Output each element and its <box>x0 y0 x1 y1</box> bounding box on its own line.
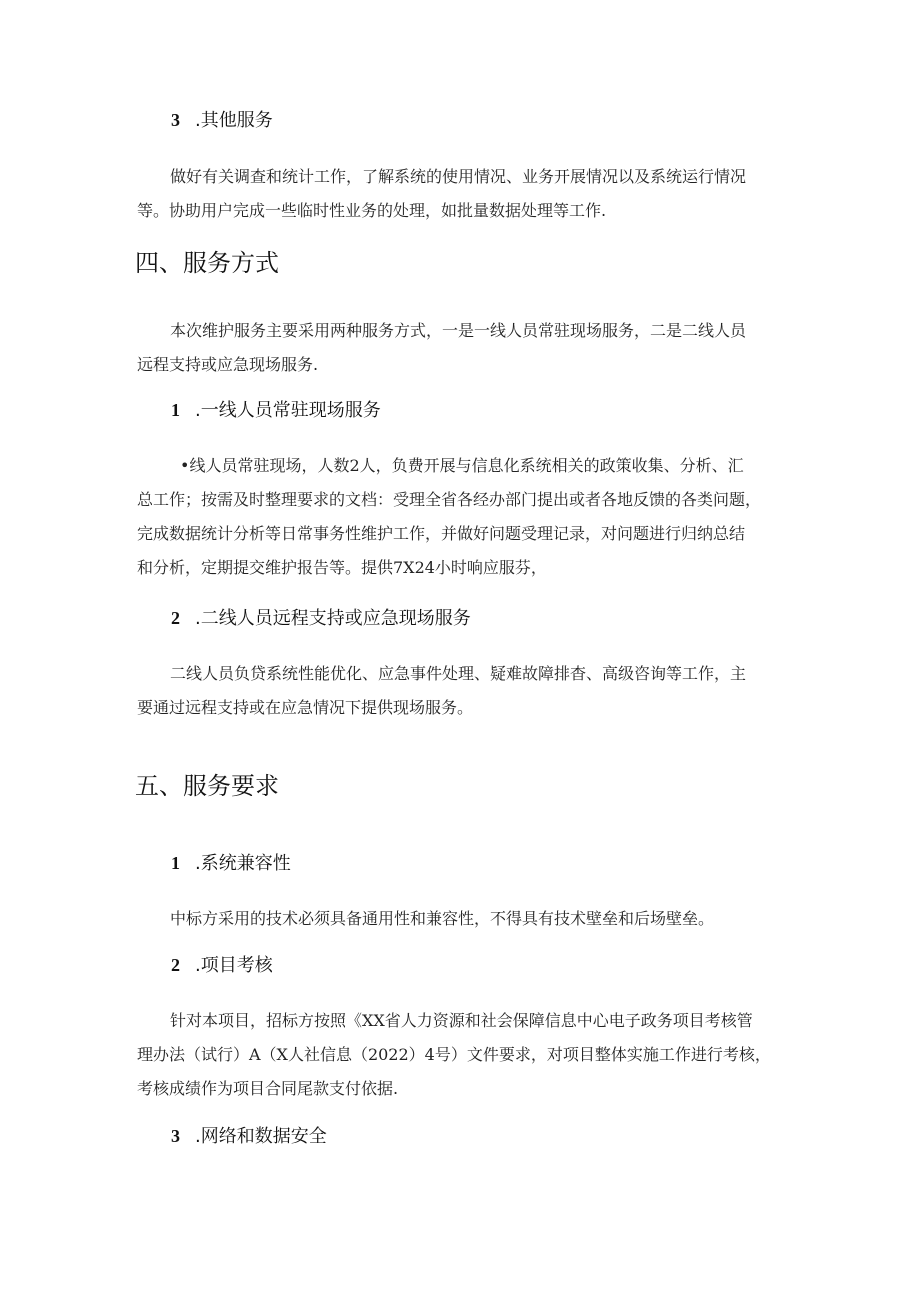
paragraph-other-services <box>137 160 787 228</box>
paragraph-line: 针对本项目，招标方按照《XX省人力资源和社会保障信息中心电子政务项目考核管 <box>170 1011 753 1030</box>
section-heading-service-mode: 四、服务方式 <box>135 249 279 277</box>
paragraph-system-compatibility <box>137 902 787 936</box>
paragraph-onsite-service <box>137 449 787 585</box>
paragraph-line: 要通过远程支持或在应急情况下提供现场服务。 <box>137 698 474 717</box>
heading-number: 3 <box>171 1126 180 1146</box>
paragraph-project-assessment <box>137 1004 787 1106</box>
heading-text: .系统兼容性 <box>195 853 291 874</box>
heading-text: .二线人员远程支持或应急现场服务 <box>195 608 471 629</box>
heading-other-services <box>171 108 273 133</box>
heading-network-data-security <box>171 1124 327 1149</box>
paragraph-line: 二线人员负贷系统性能优化、应急事件处理、疑难故障排杳、高级咨询等工作，主 <box>170 664 747 683</box>
paragraph-line: 和分析，定期提交维护报告等。提供7X24小时响应服芬， <box>137 558 547 577</box>
heading-number: 2 <box>171 608 180 628</box>
paragraph-line: •线人员常驻现场，人数2人，负费开展与信息化系统相关的政策收集、分析、汇 <box>180 456 744 475</box>
heading-number: 1 <box>171 853 180 873</box>
heading-system-compatibility <box>171 851 291 876</box>
paragraph-line: 做好有关调查和统计工作，了解系统的使用情况、业务开展情况以及系统运行情况 <box>170 167 747 186</box>
heading-text: .其他服务 <box>195 110 273 131</box>
section-heading-service-requirements: 五、服务要求 <box>135 772 279 800</box>
paragraph-line: 总工作；按需及时整理要求的文档：受理全省各经办部门提出或者各地反馈的各类问题， <box>137 490 762 509</box>
paragraph-line: 中标方采用的技术必须具备通用性和兼容性，不得具有技术壁垒和后场壁垒。 <box>170 909 715 928</box>
paragraph-line: 理办法（试行）A（X人社信息（2022）4号）文件要求，对项目整体实施工作进行考核， <box>137 1045 771 1064</box>
paragraph-service-mode-intro <box>137 314 787 382</box>
heading-remote-support <box>171 606 471 631</box>
paragraph-line: 远程支持或应急现场服务. <box>137 355 319 374</box>
paragraph-line: 本次维护服务主要采用两种服务方式，一是一线人员常驻现场服务，二是二线人员 <box>170 321 747 340</box>
heading-text: .一线人员常驻现场服务 <box>195 400 381 421</box>
paragraph-remote-support <box>137 657 787 725</box>
paragraph-line: 考核成绩作为项目合同尾款支付依据. <box>137 1079 399 1098</box>
paragraph-line: 完成数据统计分析等日常事务性维护工作，并做好问题受理记录，对问题进行归纳总结 <box>137 524 746 543</box>
paragraph-line: 等。协助用户完成一些临时性业务的处理，如批量数据处理等工作. <box>137 201 607 220</box>
heading-text: .网络和数据安全 <box>195 1126 327 1147</box>
heading-number: 2 <box>171 955 180 975</box>
heading-number: 3 <box>171 110 180 130</box>
heading-number: 1 <box>171 400 180 420</box>
heading-project-assessment <box>171 953 273 978</box>
heading-text: .项目考核 <box>195 955 273 976</box>
heading-onsite-service <box>171 398 381 423</box>
